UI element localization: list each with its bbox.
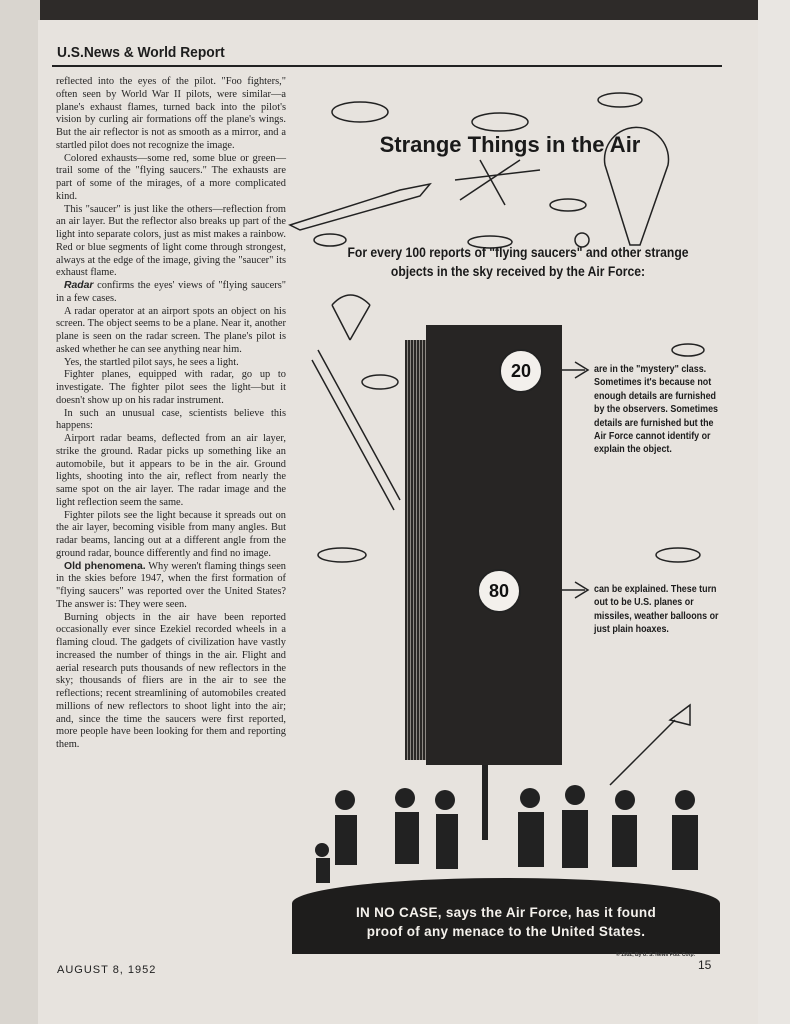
paragraph: Radar confirms the eyes' views of "flying saucers" in a few cases. [56, 280, 286, 304]
graphic-title: Strange Things in the Air [379, 132, 641, 157]
jet-icon [290, 184, 430, 230]
explained-note: can be explained. These turn out to be U.S. planes or missiles, weather balloons or just plain hoaxes. [594, 583, 719, 636]
saucer-icon [332, 102, 388, 122]
graphic-subtitle: For every 100 reports of "flying saucers" and other strange objects in the sky received by the Air Force: [347, 245, 689, 279]
paragraph: reflected into the eyes of the pilot. "Foo fighters," often seen by World War II pilots, were similar—a plane's exhaust flames, turned back into the pilot's vision by curling air formations off the plane's wings. But the air reflector is not as smooth as a mirror, and a startled pilot does not recognize the image. [56, 76, 286, 151]
graphic-caption [292, 903, 720, 941]
saucer-icon [362, 375, 398, 389]
parachute-icon [332, 295, 370, 340]
mystery-count-badge: 20 [499, 349, 543, 393]
paragraph: A radar operator at an airport spots an object on his screen. The object seems to be a plane. Near it, another plane is seen on the radar screen. The plane's pilot is asked whether he can see anything near him. [56, 305, 286, 355]
explained-count-badge: 80 [477, 569, 521, 613]
paragraph: In such an unusual case, scientists believe this happens: [56, 407, 286, 432]
paragraph: Burning objects in the air have been reported occasionally ever since Ezekiel recorded wheels in a flaming cloud. The gadgets of civilization have vastly increased the number of things in the air. Flight and aerial research puts thousands of new reflectors in the sky; thousands of fliers are in the air to see the reflections; recent streamlining of automobiles created millions of new reflectors to shoot light into the air; and, since the time the saucers were first reported, more people have been looking for them and reporting them. [56, 611, 286, 750]
issue-date: AUGUST 8, 1952 [57, 964, 157, 976]
saucer-icon [550, 199, 586, 211]
rocket-icon [312, 350, 400, 510]
caption-line: IN NO CASE, says the Air Force, has it found [355, 905, 656, 920]
saucer-icon [656, 548, 700, 562]
paragraph: Old phenomena. Why weren't flaming things seen in the skies before 1947, when the first formation of "flying saucers" was reported over the United States? The answer is: They were seen. [56, 560, 287, 610]
radar-heading: Radar [64, 280, 94, 291]
plane-icon [455, 160, 540, 205]
paragraph: Fighter planes, equipped with radar, go up to investigate. The fighter pilot sees the light—but it doesn't show up on his radar instrument. [56, 369, 286, 406]
report-stack [426, 325, 562, 765]
kite-icon [610, 705, 690, 785]
masthead: U.S.News & World Report [57, 44, 225, 61]
paragraph: This "saucer" is just like the others—reflection from an air layer. But the reflector also breaks up part of the light into separate colors, just as mist makes a rainbow. Red or blue segments of light come through strongest, always at the edge of the image, giving the "saucer" its exhaust flame. [56, 203, 286, 279]
report-stack-side [405, 340, 427, 760]
page-number: 15 [698, 958, 712, 972]
saucer-icon [598, 93, 642, 107]
mystery-note: are in the "mystery" class. Sometimes it's because not enough details are furnished by the observers. Sometimes details are furnished but the Air Force cannot identify or explain the object. [594, 363, 719, 456]
caption-line: proof of any menace to the United States. [366, 924, 646, 939]
paragraph: Yes, the startled pilot says, he sees a light. [64, 356, 239, 368]
saucer-icon [318, 548, 366, 562]
paragraph: Fighter pilots see the light because it spreads out on the air layer, becoming visible from many angles. But radar beams, lancing out at a different angle from the ground radar, bounce differently and find no image. [56, 509, 286, 559]
old-phenomena-heading: Old phenomena. [64, 560, 146, 572]
saucer-icon [472, 113, 528, 131]
paragraph: Airport radar beams, deflected from an air layer, strike the ground. Radar picks up something like an automobile, but it appears to be in the air. Ground lights, shooting into the air, reflect from nearly the same spot on the air layer. The radar image and the light reflection seem the same. [56, 433, 286, 508]
saucer-icon [672, 344, 704, 356]
copyright: © 1952, By U. S. News Pub. Corp. [616, 952, 695, 958]
paragraph: Colored exhausts—some red, some blue or green—trail some of the "flying saucers." The exhausts are part of some of the mirages, of a more complicated kind. [56, 152, 286, 202]
